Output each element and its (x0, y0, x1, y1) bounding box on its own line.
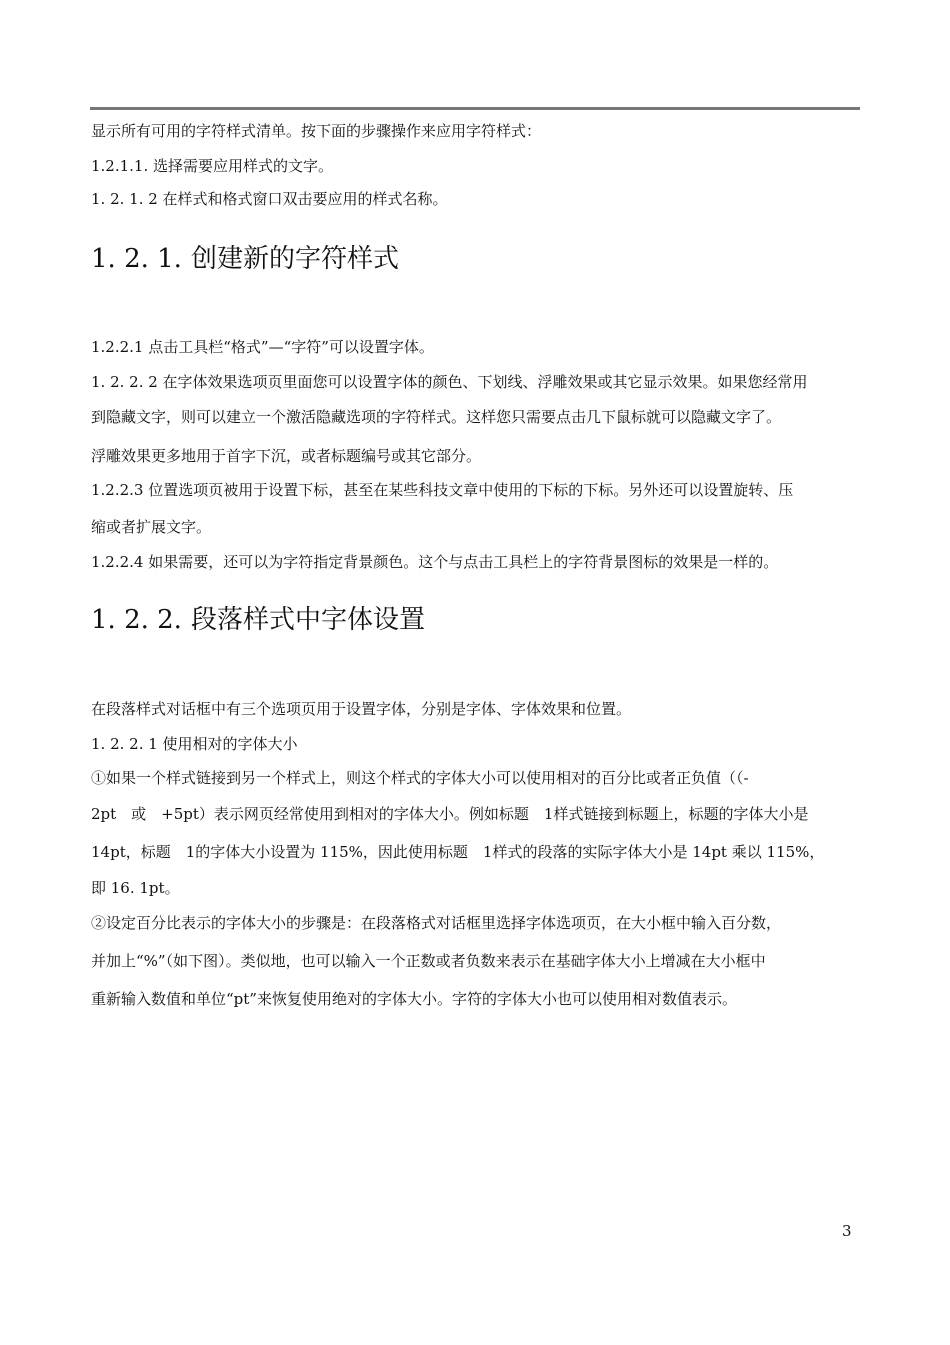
text-line: 显示所有可用的字符样式清单。按下面的步骤操作来应用字符样式： (91, 122, 542, 140)
text-line: 1.2.1.1. 选择需要应用样式的文字。 (91, 157, 334, 175)
section-number: 1. 2. 2. (91, 605, 182, 635)
text-line: ②设定百分比表示的字体大小的步骤是：在段落格式对话框里选择字体选项页，在大小框中输入百分数， (91, 914, 782, 932)
text-line: ①如果一个样式链接到另一个样式上，则这个样式的字体大小可以使用相对的百分比或者正负值（（- (91, 769, 749, 787)
section-title: 创建新的字符样式 (191, 244, 400, 274)
text-line: 1.2.2.4 如果需要，还可以为字符指定背景颜色。这个与点击工具栏上的字符背景图标的效果是一样的。 (91, 553, 779, 571)
text-line: 浮雕效果更多地用于首字下沉，或者标题编号或其它部分。 (91, 447, 482, 465)
page-number: 3 (842, 1222, 852, 1240)
header-rule (90, 107, 860, 110)
text-line: 1.2.2.1 点击工具栏“格式”—“字符”可以设置字体。 (91, 338, 434, 356)
section-heading (91, 244, 399, 274)
text-line: 14pt，标题 1的字体大小设置为 115%，因此使用标题 1样式的段落的实际字体大小是 14pt 乘以 115%， (91, 843, 825, 861)
text-line: 缩或者扩展文字。 (91, 518, 212, 536)
section-number: 1. 2. 1. (91, 244, 182, 274)
text-line: 1.2.2.3 位置选项页被用于设置下标，甚至在某些科技文章中使用的下标的下标。另外还可以设置旋转、压 (91, 481, 794, 499)
section-heading (91, 605, 425, 635)
text-line: 1. 2. 2. 1 使用相对的字体大小 (91, 735, 298, 753)
text-line: 2pt 或 +5pt）表示网页经常使用到相对的字体大小。例如标题 1样式链接到标题上，标题的字体大小是 (91, 805, 809, 823)
text-line: 重新输入数值和单位“pt”来恢复使用绝对的字体大小。字符的字体大小也可以使用相对数值表示。 (91, 990, 737, 1008)
text-line: 到隐藏文字，则可以建立一个激活隐藏选项的字符样式。这样您只需要点击几下鼠标就可以隐藏文字了。 (91, 408, 782, 426)
text-line: 1. 2. 2. 2 在字体效果选项页里面您可以设置字体的颜色、下划线、浮雕效果或其它显示效果。如果您经常用 (91, 373, 808, 391)
text-line: 在段落样式对话框中有三个选项页用于设置字体，分别是字体、字体效果和位置。 (91, 700, 632, 718)
text-line: 1. 2. 1. 2 在样式和格式窗口双击要应用的样式名称。 (91, 190, 448, 208)
text-line: 即 16. 1pt。 (91, 879, 180, 897)
text-line: 并加上“%”（如下图）。类似地，也可以输入一个正数或者负数来表示在基础字体大小上增减在大小框中 (91, 952, 766, 970)
section-title: 段落样式中字体设置 (191, 605, 426, 635)
